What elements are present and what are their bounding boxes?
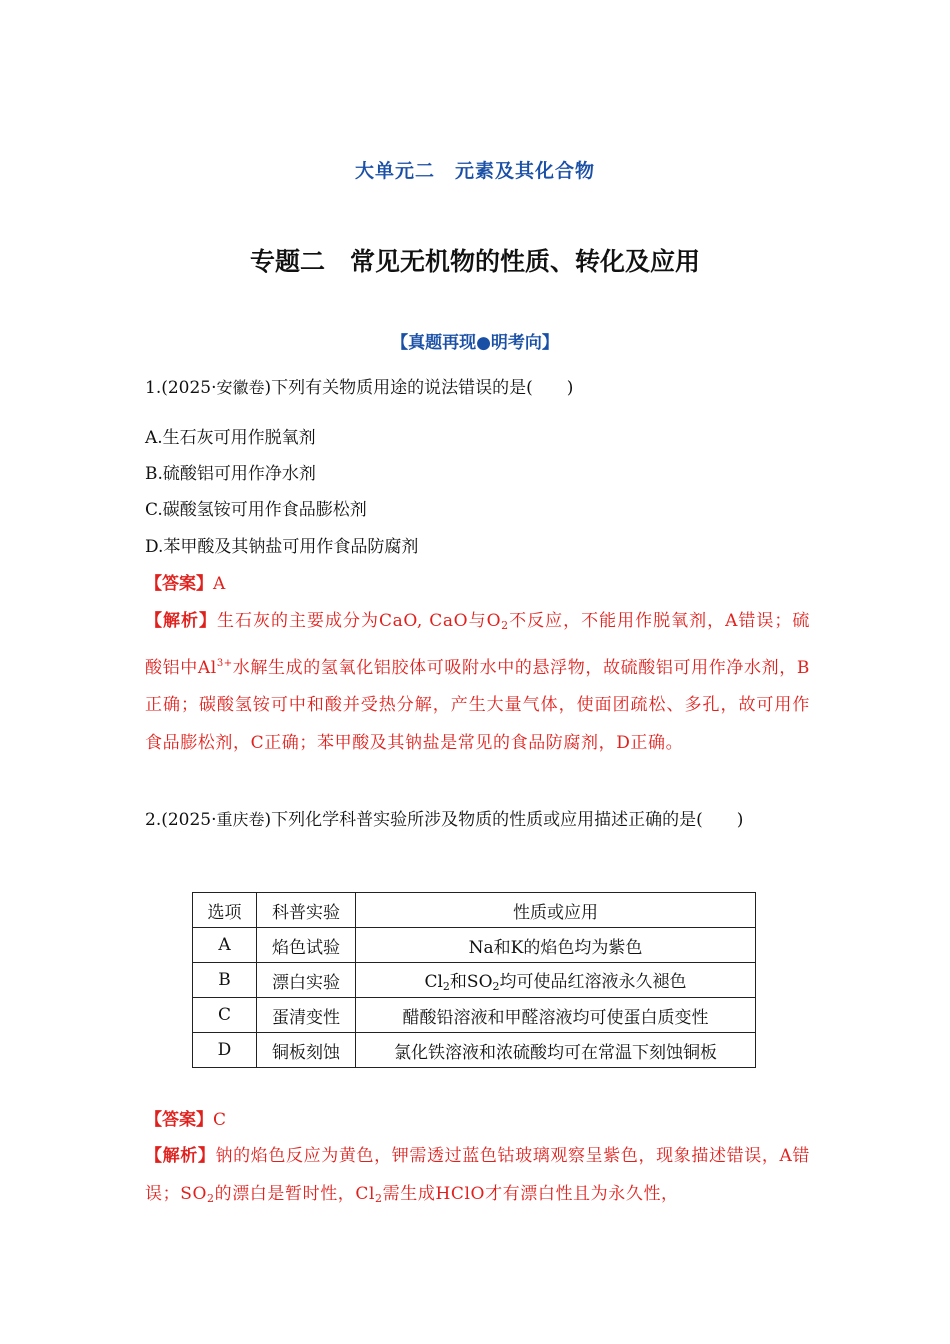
table-cell-experiment: 漂白实验 (257, 963, 356, 998)
q1-analysis-sub: 2 (501, 619, 509, 632)
property-sub: 2 (442, 980, 450, 993)
q2-analysis-sub-2: 2 (375, 1191, 383, 1205)
table-row (193, 963, 756, 998)
q1-analysis-tag: 【解析】 (145, 611, 217, 631)
q1-analysis-text-3: 水解生成的氢氧化铝胶体可吸附水中的悬浮物，故硫酸铝可用作净水剂，B正确；碳酸氢铵可中和酸并受热分解，产生大量气体，使面团疏松、多孔，故可用作食品膨松剂，C正确；苯甲酸及其钠盐是常见的食品防腐剂，D正确。 (145, 657, 811, 753)
table-cell-experiment: 蛋清变性 (257, 998, 356, 1033)
q2-analysis-text-1: 钠的焰色反应为黄色，钾需透过蓝色钴玻璃观察呈紫色，现象描述错误，A错误；SO (145, 1146, 810, 1204)
q1-answer (145, 572, 225, 596)
q1-stem (145, 376, 573, 400)
q2-analysis-sub-1: 2 (206, 1191, 215, 1205)
property-text: 和SO (449, 972, 493, 992)
q2-answer-tag: 【答案】 (145, 1110, 213, 1130)
q1-stem-suffix: )下列有关物质用途的说法错误的是( ) (264, 378, 574, 398)
q2-answer-value: C (213, 1110, 227, 1130)
q1-option-d: D.苯甲酸及其钠盐可用作食品防腐剂 (145, 537, 419, 557)
table-cell-experiment: 铜板刻蚀 (257, 1033, 356, 1068)
table-cell-property: 氯化铁溶液和浓硫酸均可在常温下刻蚀铜板 (356, 1033, 756, 1068)
table-cell-option: D (193, 1033, 257, 1068)
q1-analysis-text-1: 生石灰的主要成分为CaO, CaO与O (217, 611, 502, 631)
unit-title: 大单元二 元素及其化合物 (354, 160, 595, 182)
q2-table (192, 892, 756, 1068)
q1-option-b: B.硫酸铝可用作净水剂 (145, 464, 316, 484)
table-cell-experiment: 焰色试验 (257, 928, 356, 963)
q1-answer-value: A (213, 574, 226, 594)
q2-stem-prefix: 2.(2025· (145, 810, 217, 830)
table-cell-option: A (193, 928, 257, 963)
q2-analysis-text-3: 需生成HClO才有漂白性且为永久性， (382, 1183, 679, 1204)
table-cell-option: C (193, 998, 257, 1033)
table-row (193, 998, 756, 1033)
table-cell-option: B (193, 963, 257, 998)
table-row (193, 928, 756, 963)
q2-stem (145, 808, 743, 832)
q1-answer-tag: 【答案】 (145, 574, 213, 594)
q1-analysis-text-2: 不反应，不能用作脱氧剂，A错误；硫酸铝中Al (145, 611, 810, 678)
q2-stem-suffix: )下列化学科普实验所涉及物质的性质或应用描述正确的是( ) (264, 810, 744, 830)
topic-title: 专题二 常见无机物的性质、转化及应用 (249, 247, 700, 276)
table-header-row (193, 893, 756, 928)
table-row (193, 1033, 756, 1068)
q1-analysis (145, 603, 810, 762)
property-text: Cl (424, 972, 443, 992)
q1-stem-prefix: 1.(2025· (145, 378, 217, 398)
q1-option-a: A.生石灰可用作脱氧剂 (145, 428, 316, 448)
q2-analysis-tag: 【解析】 (145, 1146, 216, 1166)
q2-analysis-text-2: 的漂白是暂时性，Cl (214, 1183, 376, 1204)
property-text: 均可使品红溶液永久褪色 (499, 972, 687, 992)
q2-answer (145, 1108, 226, 1132)
table-cell-property (356, 963, 756, 998)
table-cell-property: Na和K的焰色均为紫色 (356, 928, 756, 963)
table-cell-property: 醋酸铅溶液和甲醛溶液均可使蛋白质变性 (356, 998, 756, 1033)
q2-source: 重庆卷 (216, 810, 265, 829)
q1-source: 安徽卷 (216, 378, 265, 397)
table-header-cell: 科普实验 (257, 893, 356, 928)
table-header-cell: 性质或应用 (356, 893, 756, 928)
q1-analysis-sup: 3+ (216, 657, 233, 669)
q2-analysis (145, 1138, 810, 1217)
table-header-cell: 选项 (193, 893, 257, 928)
property-sub: 2 (492, 980, 500, 993)
section-title: 【真题再现●明考向】 (391, 333, 559, 353)
q1-option-c: C.碳酸氢铵可用作食品膨松剂 (145, 500, 367, 520)
